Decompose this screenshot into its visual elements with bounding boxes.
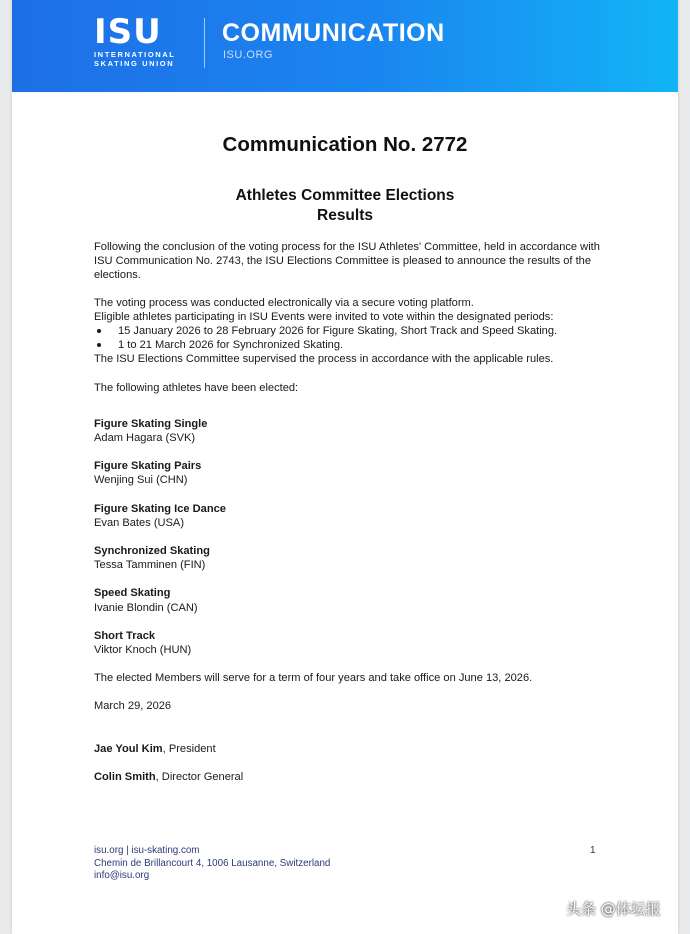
discipline-label: Figure Skating Pairs (94, 460, 202, 473)
elected-athlete: Tessa Tamminen (FIN) (94, 559, 206, 572)
intro-paragraph: Following the conclusion of the voting process for the ISU Athletes' Committee, held in accordance with ISU Communication No. 2743, the ISU Elections Committee is pleased to announce the results of the elections. (94, 241, 600, 282)
document-date: March 29, 2026 (94, 700, 172, 713)
result-item (94, 586, 604, 614)
discipline-label: Figure Skating Ice Dance (94, 502, 226, 515)
result-item (94, 417, 604, 445)
footer-links[interactable]: isu.org | isu-skating.com (94, 845, 200, 856)
result-item (94, 544, 604, 572)
footer-email[interactable]: info@isu.org (94, 870, 150, 881)
document-body (94, 240, 604, 784)
voting-eligibility-text: Eligible athletes participating in ISU Events were invited to vote within the designated periods: (94, 310, 554, 323)
header-banner (12, 0, 678, 92)
signature-director: Colin Smith, Director General (94, 770, 244, 783)
elected-athlete: Evan Bates (USA) (94, 516, 185, 529)
source-watermark: 头条 @体坛报 (566, 900, 661, 918)
list-item: 15 January 2026 to 28 February 2026 for Figure Skating, Short Track and Speed Skating. (94, 324, 604, 338)
page-number: 1 (590, 845, 596, 856)
document-subtitle: Athletes Committee Elections Results (235, 187, 455, 224)
footer-address: Chemin de Brillancourt 4, 1006 Lausanne, Switzerland (94, 857, 331, 869)
elected-athlete: Adam Hagara (SVK) (94, 432, 196, 445)
document-title: Communication No. 2772 (222, 133, 468, 156)
list-item: 1 to 21 March 2026 for Synchronized Skating. (94, 338, 604, 352)
elected-intro: The following athletes have been elected: (94, 381, 299, 394)
elected-athlete: Viktor Knoch (HUN) (94, 644, 192, 657)
isu-logo-subtitle: INTERNATIONAL SKATING UNION (94, 50, 176, 68)
banner-divider (204, 18, 205, 68)
signature-president: Jae Youl Kim, President (94, 742, 216, 755)
result-item (94, 629, 604, 657)
result-item (94, 502, 604, 530)
discipline-label: Synchronized Skating (94, 545, 210, 558)
voting-periods-list (94, 324, 604, 352)
page-footer (94, 845, 330, 883)
elected-athlete: Wenjing Sui (CHN) (94, 474, 188, 487)
discipline-label: Short Track (94, 629, 156, 642)
elected-athlete: Ivanie Blondin (CAN) (94, 601, 198, 614)
document-page (12, 0, 678, 934)
banner-title: COMMUNICATION (222, 19, 445, 47)
discipline-label: Figure Skating Single (94, 417, 208, 430)
isu-logo: ISU (94, 12, 162, 52)
term-text: The elected Members will serve for a term of four years and take office on June 13, 2026. (94, 672, 533, 685)
result-item (94, 459, 604, 487)
voting-method-text: The voting process was conducted electronically via a secure voting platform. (94, 296, 474, 309)
supervision-text: The ISU Elections Committee supervised the process in accordance with the applicable rules. (94, 353, 554, 366)
banner-subtitle: ISU.ORG (223, 49, 273, 61)
discipline-label: Speed Skating (94, 587, 171, 600)
